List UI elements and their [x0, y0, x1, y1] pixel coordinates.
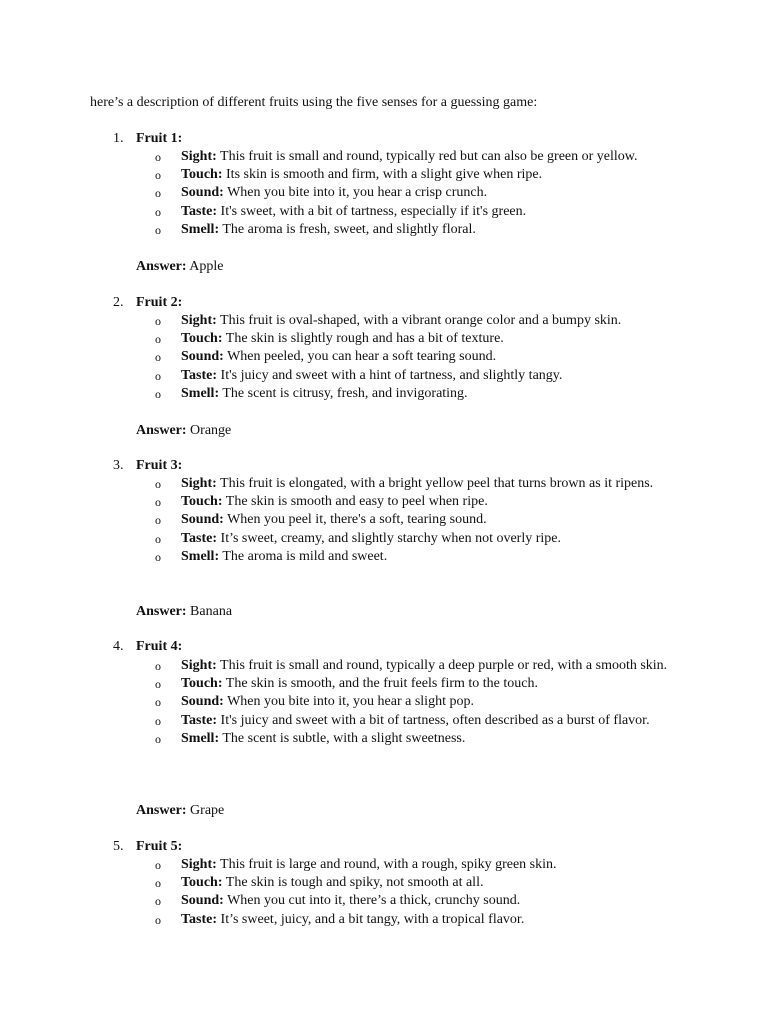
fruit-number: 4. — [113, 639, 124, 654]
sense-text: The skin is slightly rough and has a bit of texture. — [225, 331, 504, 347]
sense-item — [155, 221, 685, 239]
sense-label: Sight: — [181, 857, 217, 872]
bullet-icon: o — [155, 659, 161, 673]
answer-value: Banana — [190, 604, 233, 619]
sense-item — [155, 203, 685, 221]
bullet-icon: o — [155, 912, 161, 927]
sense-label: Sight: — [181, 658, 217, 673]
sense-item — [155, 348, 685, 366]
sense-label: Taste: — [181, 530, 218, 546]
bullet-icon: o — [155, 495, 161, 510]
sense-list — [155, 475, 685, 566]
sense-label: Smell: — [181, 221, 220, 237]
sense-label: Sound: — [181, 349, 224, 365]
bullet-icon: o — [155, 513, 161, 528]
bullet-icon: o — [155, 876, 161, 891]
sense-item — [155, 675, 685, 693]
sense-item — [155, 693, 685, 711]
sense-label: Sound: — [181, 694, 224, 710]
sense-label: Sound: — [181, 185, 224, 201]
bullet-icon: o — [155, 731, 161, 746]
sense-label: Touch: — [181, 875, 223, 891]
sense-label: Sight: — [181, 313, 217, 328]
bullet-icon: o — [155, 332, 161, 347]
sense-list — [155, 856, 685, 929]
sense-text: The skin is tough and spiky, not smooth at all. — [225, 875, 484, 891]
bullet-icon: o — [155, 713, 161, 728]
answer-line — [136, 258, 224, 276]
bullet-icon: o — [155, 314, 161, 328]
sense-item — [155, 892, 685, 910]
bullet-icon: o — [155, 531, 161, 546]
sense-label: Sound: — [181, 512, 224, 528]
sense-label: Taste: — [181, 203, 218, 219]
fruit-title: Fruit 2: — [136, 295, 183, 310]
sense-label: Touch: — [181, 167, 223, 183]
sense-text: It’s sweet, juicy, and a bit tangy, with a tropical flavor. — [220, 911, 525, 927]
sense-item — [155, 874, 685, 892]
sense-text: It's sweet, with a bit of tartness, especially if it's green. — [220, 203, 527, 219]
fruit-title: Fruit 4: — [136, 639, 183, 654]
sense-item — [155, 730, 685, 748]
answer-label: Answer: — [136, 604, 187, 619]
fruit-heading — [113, 838, 182, 856]
sense-item — [155, 184, 685, 202]
sense-item — [155, 657, 685, 675]
bullet-icon: o — [155, 350, 161, 365]
bullet-icon: o — [155, 368, 161, 383]
sense-item — [155, 367, 685, 385]
bullet-icon: o — [155, 150, 161, 164]
fruit-number: 5. — [113, 839, 124, 854]
fruit-heading — [113, 294, 182, 312]
sense-label: Touch: — [181, 494, 223, 510]
sense-item — [155, 148, 685, 166]
answer-value: Orange — [190, 423, 232, 438]
sense-item — [155, 548, 685, 566]
sense-text: This fruit is small and round, typically red but can also be green or yellow. — [220, 149, 638, 164]
sense-label: Sight: — [181, 149, 217, 164]
sense-label: Taste: — [181, 712, 218, 728]
fruit-title: Fruit 5: — [136, 839, 183, 854]
fruit-heading — [113, 457, 182, 475]
sense-item — [155, 856, 685, 874]
sense-label: Smell: — [181, 385, 220, 401]
intro-text: here’s a description of different fruits using the five senses for a guessing game: — [90, 95, 538, 110]
fruit-title: Fruit 1: — [136, 131, 183, 146]
sense-label: Smell: — [181, 730, 220, 746]
bullet-icon: o — [155, 168, 161, 183]
sense-list — [155, 312, 685, 403]
sense-text: This fruit is oval-shaped, with a vibrant orange color and a bumpy skin. — [220, 313, 622, 328]
sense-text: The aroma is fresh, sweet, and slightly floral. — [222, 221, 476, 237]
sense-text: The aroma is mild and sweet. — [222, 548, 388, 564]
sense-item — [155, 493, 685, 511]
sense-item — [155, 312, 685, 330]
sense-item — [155, 330, 685, 348]
sense-label: Smell: — [181, 548, 220, 564]
sense-text: Its skin is smooth and firm, with a slight give when ripe. — [226, 167, 543, 183]
sense-text: The skin is smooth, and the fruit feels firm to the touch. — [225, 676, 538, 692]
sense-text: When you peel it, there's a soft, tearing sound. — [227, 512, 487, 528]
sense-text: The skin is smooth and easy to peel when ripe. — [225, 494, 488, 510]
bullet-icon: o — [155, 894, 161, 909]
answer-label: Answer: — [136, 423, 187, 438]
bullet-icon: o — [155, 858, 161, 872]
sense-item — [155, 530, 685, 548]
bullet-icon: o — [155, 386, 161, 401]
sense-item — [155, 475, 685, 493]
answer-value: Apple — [189, 259, 224, 274]
answer-line — [136, 603, 232, 621]
sense-text: When you bite into it, you hear a slight pop. — [227, 694, 474, 710]
bullet-icon: o — [155, 477, 161, 491]
sense-text: This fruit is small and round, typically a deep purple or red, with a smooth skin. — [220, 658, 668, 673]
bullet-icon: o — [155, 186, 161, 201]
sense-text: It's juicy and sweet with a bit of tartness, often described as a burst of flavor. — [220, 712, 650, 728]
bullet-icon: o — [155, 222, 161, 237]
bullet-icon: o — [155, 549, 161, 564]
sense-list — [155, 657, 685, 748]
sense-text: This fruit is large and round, with a rough, spiky green skin. — [220, 857, 557, 872]
sense-text: It’s sweet, creamy, and slightly starchy when not overly ripe. — [220, 530, 561, 546]
answer-label: Answer: — [136, 259, 187, 274]
sense-text: The scent is subtle, with a slight sweetness. — [222, 730, 466, 746]
fruit-heading — [113, 638, 182, 656]
sense-text: The scent is citrusy, fresh, and invigorating. — [222, 385, 468, 401]
sense-text: When peeled, you can hear a soft tearing sound. — [227, 349, 497, 365]
sense-label: Sight: — [181, 476, 217, 491]
sense-item — [155, 911, 685, 929]
fruit-title: Fruit 3: — [136, 458, 183, 473]
sense-label: Taste: — [181, 911, 218, 927]
sense-label: Touch: — [181, 676, 223, 692]
sense-item — [155, 166, 685, 184]
bullet-icon: o — [155, 204, 161, 219]
sense-label: Sound: — [181, 893, 224, 909]
answer-line — [136, 802, 224, 820]
fruit-number: 1. — [113, 131, 124, 146]
sense-label: Taste: — [181, 367, 218, 383]
fruit-number: 3. — [113, 458, 124, 473]
sense-label: Touch: — [181, 331, 223, 347]
sense-text: When you cut into it, there’s a thick, crunchy sound. — [227, 893, 521, 909]
answer-label: Answer: — [136, 803, 187, 818]
fruit-heading — [113, 130, 182, 148]
sense-text: This fruit is elongated, with a bright yellow peel that turns brown as it ripens. — [220, 476, 654, 491]
sense-item — [155, 712, 685, 730]
sense-list — [155, 148, 685, 239]
sense-text: When you bite into it, you hear a crisp crunch. — [227, 185, 488, 201]
answer-line — [136, 422, 231, 440]
bullet-icon: o — [155, 677, 161, 692]
answer-value: Grape — [190, 803, 225, 818]
sense-item — [155, 511, 685, 529]
bullet-icon: o — [155, 695, 161, 710]
sense-item — [155, 385, 685, 403]
sense-text: It's juicy and sweet with a hint of tartness, and slightly tangy. — [220, 367, 563, 383]
fruit-number: 2. — [113, 295, 124, 310]
